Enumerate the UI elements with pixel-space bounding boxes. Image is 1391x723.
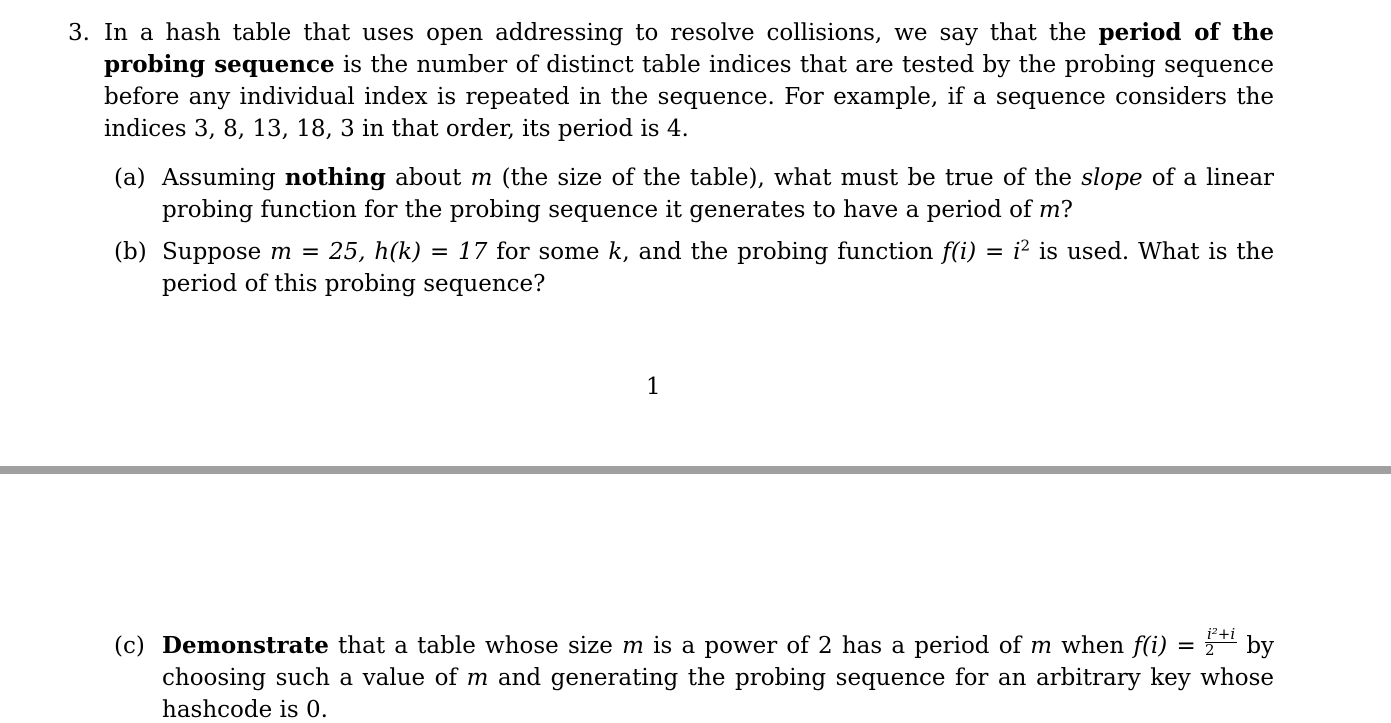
period-term: period of the probing sequence — [104, 19, 1274, 78]
part-b-text-3: , and the probing function — [622, 239, 934, 265]
part-a-label: (a) — [114, 165, 146, 191]
part-a-text-5: ? — [1060, 197, 1073, 223]
part-c-text-5: and generating the probing sequence for an arbitrary key whose hashcode is 0. — [162, 665, 1275, 723]
var-m: m — [470, 165, 493, 191]
var-m: m — [1038, 197, 1061, 223]
part-c-text — [162, 624, 1275, 723]
intro-text-1: In a hash table that uses open addressing to resolve collisions, we say that the — [104, 20, 1087, 46]
exponent: 2 — [1020, 236, 1031, 255]
part-a-text — [162, 162, 1274, 226]
part-c-text-4: by choosing such a value of — [162, 633, 1275, 691]
page-divider — [0, 466, 1391, 474]
problem-intro — [104, 17, 1274, 145]
part-c-label: (c) — [114, 633, 145, 659]
var-m: m — [466, 665, 489, 691]
intro-text-2: is the number of distinct table indices that are tested by the probing sequence before any individual index is repeated in the sequence. For example, if a sequence considers the indices — [104, 52, 1274, 142]
problem-number: 3. — [68, 20, 90, 46]
part-a-text-3: (the size of the table), what must be true of the — [501, 165, 1073, 191]
part-b-label: (b) — [114, 239, 147, 265]
slope-word: slope — [1081, 165, 1143, 191]
part-b-text-1: Suppose — [162, 239, 262, 265]
part-c-text-2: is a power of 2 has a period of — [653, 633, 1022, 659]
example-indices: 3, 8, 13, 18, 3 — [193, 116, 355, 142]
part-a-text-1: Assuming — [162, 165, 276, 191]
fraction-denominator: 2 — [1204, 640, 1215, 659]
part-b-text — [162, 236, 1274, 300]
part-c-text-1: that a table whose size — [338, 633, 613, 659]
var-m: m — [622, 633, 644, 659]
part-a-emphasis: nothing — [284, 164, 386, 191]
var-k: k — [608, 239, 623, 265]
probing-function: f(i) = i — [942, 239, 1021, 265]
var-m: m — [1030, 633, 1053, 659]
part-a-text-2: about — [395, 165, 462, 191]
part-b-text-4: is used. What is the period of this probing sequence? — [162, 239, 1275, 297]
intro-text-3: in that order, its period is 4. — [362, 116, 689, 142]
probing-function: f(i) = — [1133, 633, 1196, 659]
part-b-text-2: for some — [496, 239, 600, 265]
part-c-text-3: when — [1061, 633, 1125, 659]
fraction — [1204, 624, 1237, 659]
part-a-text-4: of a linear probing function for the probing sequence it generates to have a period of — [162, 165, 1275, 223]
fraction-numerator: i²+i — [1206, 624, 1236, 643]
page-number: 1 — [646, 374, 661, 400]
part-c-emphasis: Demonstrate — [162, 632, 329, 659]
part-b-expression: m = 25, h(k) = 17 — [270, 239, 488, 265]
